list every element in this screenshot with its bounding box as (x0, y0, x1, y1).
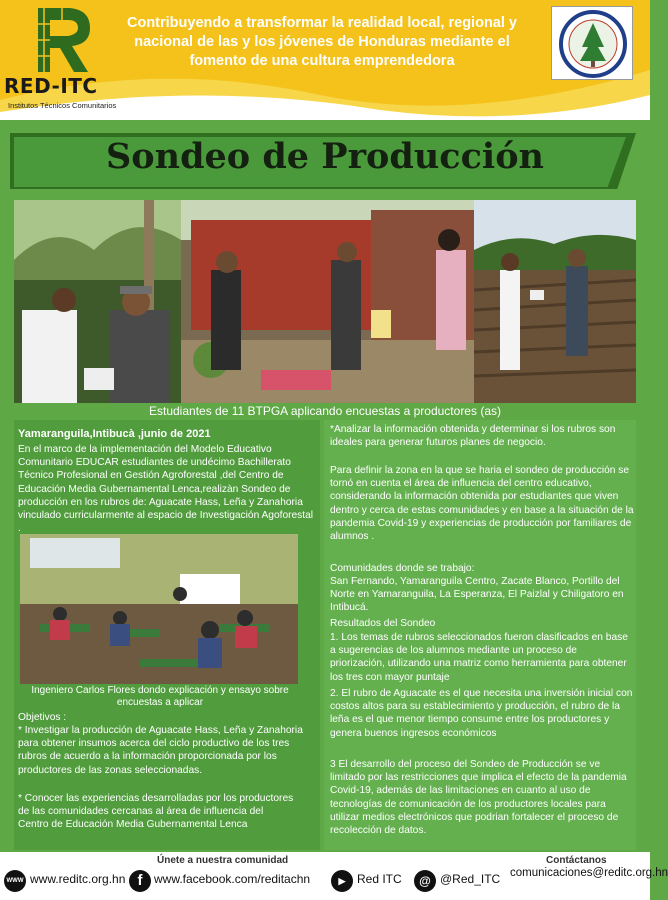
facebook-link[interactable]: www.facebook.com/reditachn (154, 872, 311, 886)
photo-classroom (20, 534, 298, 684)
contact-email[interactable]: comunicaciones@reditc.org.hn (510, 867, 668, 879)
logo-subtitle: Institutos Técnicos Comunitarios (8, 101, 117, 110)
intro-paragraph: En el marco de la implementación del Modelo Educativo Comunitario EDUCAR estudiantes de undécimo Bachillerato Técnico Profesional en Gestión Agroforestal ,del Centro de Educación Media Gubernamental Lenca,realizàn Sondeo de producción en los rubros de: Aguacate Hass, Leña y Zanahoria vinculado curricularmente al espacio de Investigación Agoforestal . (18, 444, 314, 535)
school-crest-icon (551, 6, 633, 80)
result-1: 1. Los temas de rubros seleccionados fueron clasificados en base a sugerencias de los alumnos mediante un proceso de priorización, utilizando una matriz como herramienta para obtener los tres con mayor puntaje (330, 632, 628, 683)
youtube-link[interactable]: Red ITC (357, 872, 402, 886)
classroom-caption: Ingeniero Carlos Flores dondo explicación y ensayo sobre encuestas a aplicar (31, 685, 289, 708)
twitter-link[interactable]: @Red_ITC (440, 872, 501, 886)
communities-title: Comunidades donde se trabajo: (330, 563, 475, 574)
web-icon: WWW (4, 870, 26, 892)
join-community-label: Únete a nuestra comunidad (157, 855, 289, 866)
location-date: Yamaranguila,Intibucà ,junio de 2021 (18, 428, 211, 440)
photo-field-survey (474, 200, 636, 403)
facebook-icon[interactable]: f (129, 870, 151, 892)
zone-definition-paragraph: Para definir la zona en la que se haria el sondeo de producción se tornó en cuenta el área de influencia del centro educativo, considerando la información obtenida por estudiantes que viven dentro y cerca de estas comunidades y en base a la situación de la pandemia Covid-19 y experiencias de producción por familiares de alumnos . (330, 465, 634, 543)
objective-3: *Analizar la información obtenida y determinar si los rubros son ideales para generar futuros planes de negocio. (330, 424, 616, 449)
results-title: Resultados del Sondeo (330, 618, 436, 629)
communities-list: San Fernando, Yamaranguila Centro, Zacate Blanco, Portillo del Norte en Yamaranguila, La Esperanza, El Paizlal y Chiligatoro en Intibucá. (330, 576, 624, 614)
header-slogan: Contribuyendo a transformar la realidad local, regional y nacional de las y los jóvenes de Honduras mediante el fomento de una cultura emprendedora (127, 15, 517, 69)
page-title: Sondeo de Producción (106, 136, 544, 177)
website-link[interactable]: www.reditc.org.hn (30, 872, 126, 886)
youtube-icon[interactable]: ▶ (331, 870, 353, 892)
result-3: 3 El desarrollo del proceso del Sondeo de Producción se ve limitado por las restricciones que implica el efecto de la pandemia Covid-19, además de las limitaciones en cuanto al uso de tecnologías de comunicación de los productores locales para utilizar medios electrónicos que podrian fortalecer el proceso de recolección de datos. (330, 759, 627, 837)
objective-1: * Investigar la producción de Aguacate Hass, Leña y Zanahoria para obtener insumos acerca del ciclo productivo de los tres rubros de acuerdo a la información proporcionada por los productores de las zonas seleccionadas. (18, 725, 303, 776)
photo-house-survey (181, 200, 474, 403)
photo-caption: Estudiantes de 11 BTPGA aplicando encuestas a productores (as) (149, 404, 501, 418)
result-2: 2. El rubro de Aguacate es el que necesita una inversión inicial con costos altos para su establecimiento y producción, el rubro de la leña es el que menor tiempo consume entre los productores y genera buenos ingresos económicos (330, 688, 633, 739)
header-banner (0, 0, 650, 120)
contact-label: Contáctanos (546, 855, 607, 866)
twitter-icon[interactable]: @ (414, 870, 436, 892)
footer (0, 852, 668, 900)
title-banner (0, 133, 650, 195)
objective-2: * Conocer las experiencias desarrolladas por los productores de las comunidades cercanas al área de influencia del Centro de Educación Media Gubernamental Lenca (18, 793, 294, 831)
logo-r-icon (34, 6, 94, 76)
objectives-title: Objetivos : (18, 712, 67, 723)
logo-wordmark: RED-ITC (4, 74, 98, 98)
photo-student-interview (14, 200, 181, 403)
